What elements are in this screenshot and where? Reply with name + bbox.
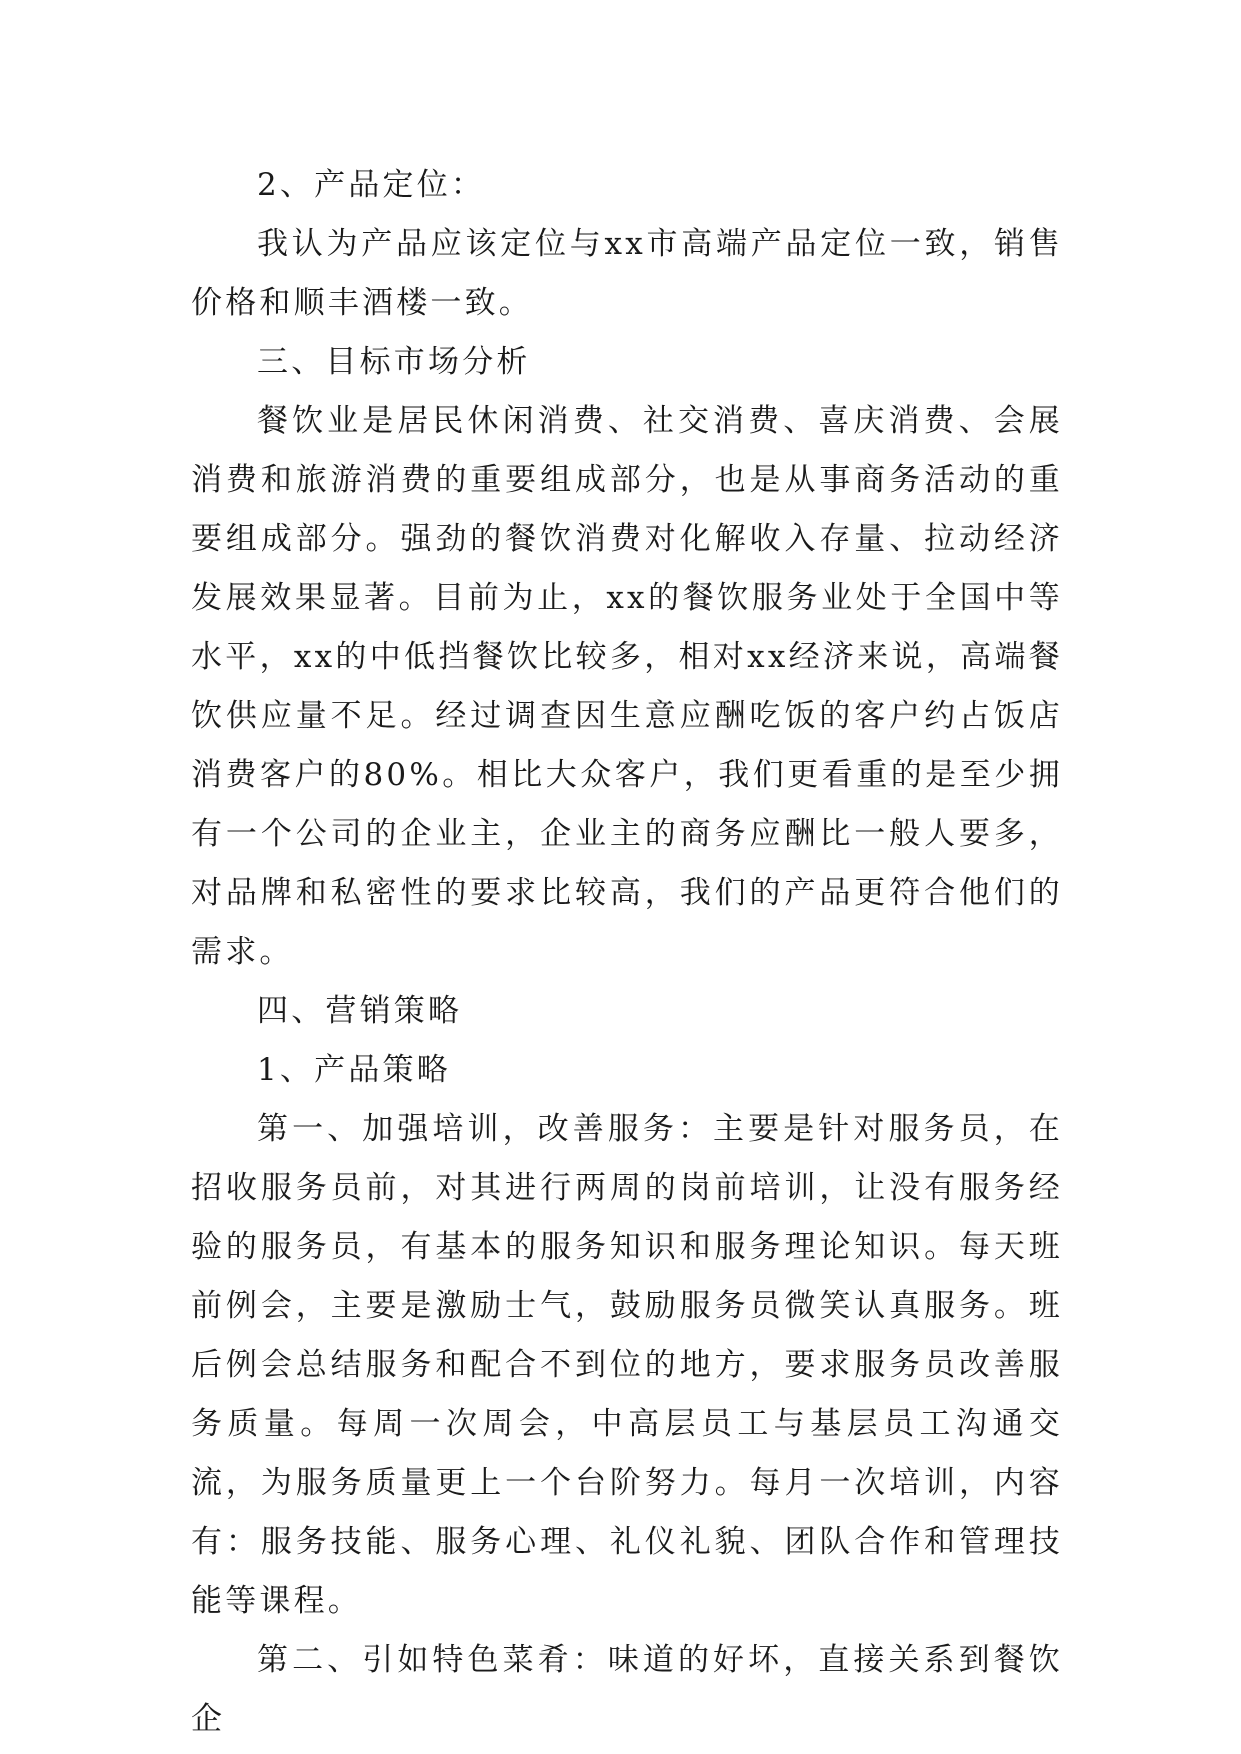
section-heading-product-positioning: 2、产品定位： (257, 167, 486, 203)
section-heading-product-strategy: 1、产品策略 (257, 1052, 451, 1088)
document-body (191, 156, 1063, 1749)
paragraph-featured-dishes: 第二、引如特色菜肴：味道的好坏，直接关系到餐饮企 (191, 1642, 1063, 1737)
section-heading-marketing-strategy: 四、营销策略 (257, 993, 463, 1029)
paragraph-training-service: 第一、加强培训，改善服务：主要是针对服务员，在招收服务员前，对其进行两周的岗前培训，让没有服务经验的服务员，有基本的服务知识和服务理论知识。每天班前例会，主要是激励士气，鼓励服务员微笑认真服务。班后例会总结服务和配合不到位的地方，要求服务员改善服务质量。每周一次周会，中高层员工与基层员工沟通交流，为服务质量更上一个台阶努力。每月一次培训，内容有：服务技能、服务心理、礼仪礼貌、团队合作和管理技能等课程。 (191, 1111, 1063, 1619)
section-heading-target-market: 三、目标市场分析 (257, 344, 531, 380)
paragraph-market-analysis: 餐饮业是居民休闲消费、社交消费、喜庆消费、会展消费和旅游消费的重要组成部分，也是从事商务活动的重要组成部分。强劲的餐饮消费对化解收入存量、拉动经济发展效果显著。目前为止，xx的餐饮服务业处于全国中等水平，xx的中低挡餐饮比较多，相对xx经济来说，高端餐饮供应量不足。经过调查因生意应酬吃饭的客户约占饭店消费客户的80%。相比大众客户，我们更看重的是至少拥有一个公司的企业主，企业主的商务应酬比一般人要多，对品牌和私密性的要求比较高，我们的产品更符合他们的需求。 (191, 403, 1063, 970)
paragraph-positioning: 我认为产品应该定位与xx市高端产品定位一致，销售价格和顺丰酒楼一致。 (191, 226, 1063, 321)
